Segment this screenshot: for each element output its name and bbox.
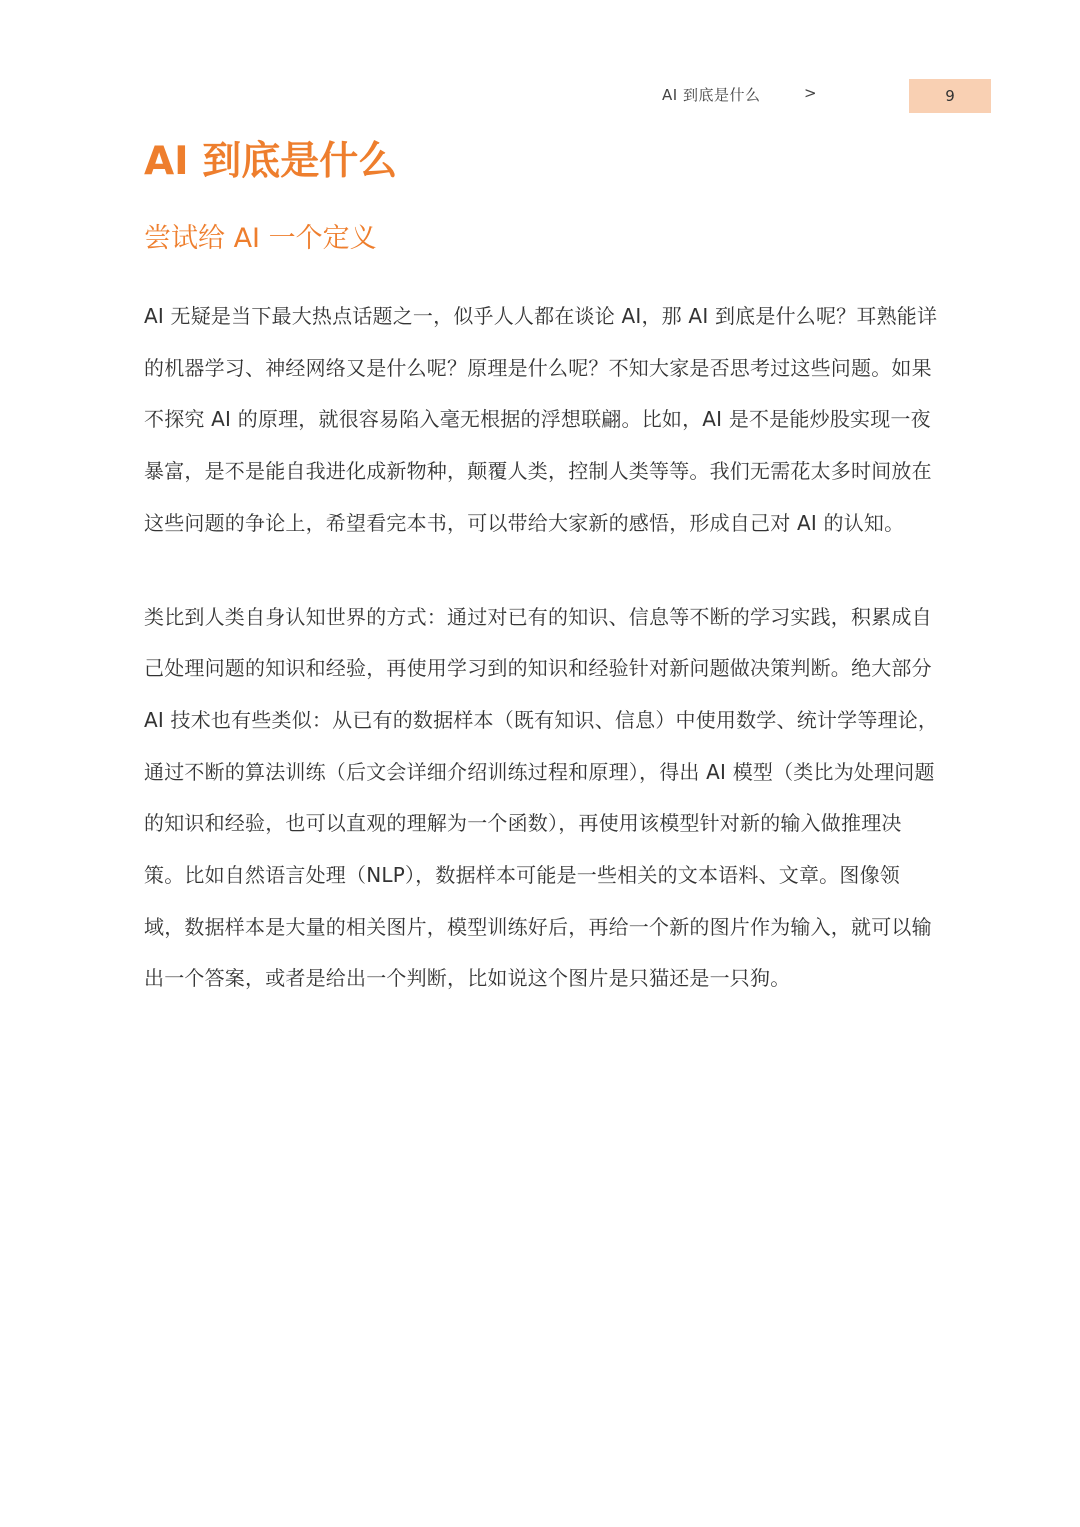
running-header-arrow: > (804, 84, 817, 102)
paragraph-gap (144, 550, 940, 592)
section-subtitle: 尝试给 AI 一个定义 (144, 223, 377, 254)
body-text (144, 291, 940, 1005)
paragraph-1: AI 无疑是当下最大热点话题之一，似乎人人都在谈论 AI，那 AI 到底是什么呢？耳熟能详的机器学习、神经网络又是什么呢？原理是什么呢？不知大家是否思考过这些问题。如果不探究 AI 的原理，就很容易陷入毫无根据的浮想联翩。比如，AI 是不是能炒股实现一夜暴富，是不是能自我进化成新物种，颠覆人类，控制人类等等。我们无需花太多时间放在这些问题的争论上，希望看完本书，可以带给大家新的感悟，形成自己对 AI 的认知。 (144, 304, 938, 535)
paragraph-2: 类比到人类自身认知世界的方式：通过对已有的知识、信息等不断的学习实践，积累成自己处理问题的知识和经验，再使用学习到的知识和经验针对新问题做决策判断。绝大部分 AI 技术也有些类似：从已有的数据样本（既有知识、信息）中使用数学、统计学等理论，通过不断的算法训练（后文会详细介绍训练过程和原理），得出 AI 模型（类比为处理问题的知识和经验，也可以直观的理解为一个函数），再使用该模型针对新的输入做推理决策。比如自然语言处理（NLP），数据样本可能是一些相关的文本语料、文章。图像领域，数据样本是大量的相关图片，模型训练好后，再给一个新的图片作为输入，就可以输出一个答案，或者是给出一个判断，比如说这个图片是只猫还是一只狗。 (144, 604, 939, 991)
page-title: AI 到底是什么 (144, 139, 398, 184)
page-number: 9 (945, 87, 955, 105)
running-header-section: AI 到底是什么 (662, 86, 761, 104)
page-number-box (909, 79, 991, 113)
